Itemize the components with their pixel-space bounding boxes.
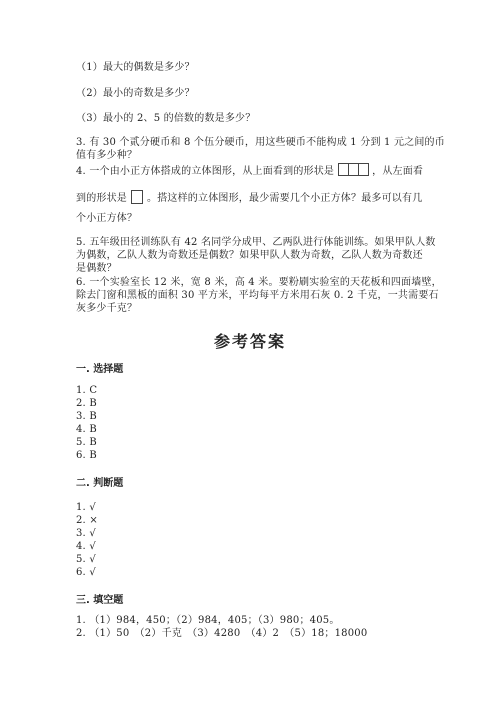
choice-answer: 3. B: [76, 411, 97, 422]
problem-6-line-1: 6. 一个实验室长 12 米，宽 8 米，高 4 米。要粉刷实验室的天花板和四面墙壁，: [76, 277, 442, 288]
answers-title: 参考答案: [213, 332, 286, 351]
problem-5-line-1: 5. 五年级田径训练队有 42 名同学分成甲、乙两队进行体能训练。如果甲队人数: [76, 237, 436, 248]
choice-answer: 5. B: [76, 437, 97, 448]
problem-5-line-3: 是偶数？: [76, 263, 117, 274]
problem-6-line-2: 除去门窗和黑板的面积 30 平方米，平均每平方米用石灰 0. 2 千克，一共需要石: [76, 290, 439, 301]
problem-4-line-1: [76, 163, 423, 180]
judge-answer: 5. √: [76, 554, 96, 565]
question-3: （3）最小的 2、5 的倍数的数是多少？: [76, 113, 256, 124]
judge-answer: 3. √: [76, 528, 96, 539]
left-view-shape-icon: [131, 190, 143, 204]
problem-6-line-3: 灰多少千克？: [76, 303, 138, 314]
top-view-shape-icon: [338, 163, 368, 180]
choice-answer: 1. C: [76, 385, 98, 396]
problem-4-line-3: 个小正方体？: [76, 213, 138, 224]
fill-answer: 2. （1）50 （2）千克 （3）4280 （4）2 （5）18；18000: [76, 628, 368, 639]
problem-4-text-c: 到的形状是: [76, 193, 127, 204]
judge-answer: 1. √: [76, 502, 96, 513]
question-1: （1）最大的偶数是多少？: [76, 62, 195, 73]
judge-answer: 2. ×: [76, 515, 98, 526]
choice-answer: 4. B: [76, 424, 97, 435]
judge-answer: 6. √: [76, 567, 96, 578]
problem-4-text-d: 。搭这样的立体图形，最少需要几个小正方体？最多可以有几: [147, 193, 423, 204]
problem-4-line-2: [76, 190, 422, 205]
section-choice-heading: 一. 选择题: [76, 364, 124, 375]
problem-4-text-b: ，从左面看: [372, 166, 424, 177]
problem-3-line-1: 3. 有 30 个贰分硬币和 8 个伍分硬币，用这些硬币不能构成 1 分到 1 元之间的币: [76, 137, 445, 148]
question-2: （2）最小的奇数是多少？: [76, 88, 195, 99]
section-judge-heading: 二. 判断题: [76, 478, 124, 489]
fill-answer: 1. （1）984，450；（2）984，405；（3）980；405。: [76, 615, 340, 626]
section-fill-heading: 三. 填空题: [76, 595, 124, 606]
choice-answer: 2. B: [76, 398, 97, 409]
judge-answer: 4. √: [76, 541, 96, 552]
problem-5-line-2: 为偶数，乙队人数为奇数还是偶数？如果甲队人数为奇数，乙队人数为奇数还: [76, 250, 423, 261]
problem-3-line-2: 值有多少种？: [76, 150, 138, 161]
choice-answer: 6. B: [76, 450, 97, 461]
problem-4-text-a: 4. 一个由小正方体搭成的立体图形，从上面看到的形状是: [76, 166, 335, 177]
